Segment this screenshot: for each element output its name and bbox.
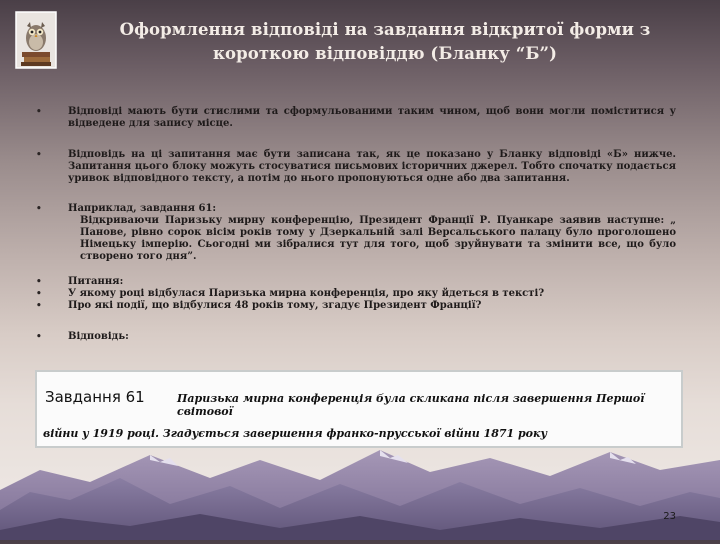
owl-on-books-icon [14, 10, 58, 70]
bullet-icon: • [36, 301, 42, 311]
answer-heading: Відповідь: [68, 331, 129, 342]
list-item [36, 149, 676, 185]
list-item [36, 331, 676, 343]
example-block [68, 203, 676, 263]
list-item [36, 106, 676, 130]
bullet-icon: • [36, 332, 42, 342]
page-number: 23 [663, 511, 676, 522]
answer-text-line-2: війни у 1919 році. Згадується завершення франко-прусської війни 1871 року [43, 427, 548, 440]
questions-heading: Питання: [68, 276, 124, 287]
bullet-icon: • [36, 204, 42, 214]
answer-text-line-1: Паризька мирна конференція була скликана після завершення Першої світової [177, 392, 645, 418]
task-label: Завдання 61 [45, 388, 145, 406]
source-quote: Відкриваючи Паризьку мирну конференцію, Президент Франції Р. Пуанкаре заявив наступне: „ Панове, рівно сорок вісім років тому у Дзеркальній залі Версальського палацу було проголошено Німецьку імперію. Сьогодні ми зібралися тут для того, щоб зруйнувати та змінити все, що було створено того дня”. [80, 215, 676, 262]
list-item [36, 288, 676, 300]
bullet-icon: • [36, 289, 42, 299]
question-1: У якому році відбулася Паризька мирна конференція, про яку йдеться в тексті? [68, 288, 545, 299]
list-item [36, 276, 676, 288]
bullet-icon: • [36, 277, 42, 287]
bullet-text: Відповідь на ці запитання має бути записана так, як це показано у Бланку відповіді «Б» нижче. Запитання цього блоку можуть стосуватися письмових історичних джерел. Тобто спочатку подається уривок відповідного тексту, а потім до нього пропонуються одне або два запитання. [68, 149, 676, 184]
bullet-icon: • [36, 107, 42, 117]
mountain-background [0, 400, 720, 540]
bullet-text: Відповіді мають бути стислими та сформульованими таким чином, щоб вони могли поміститися у відведене для запису місце. [68, 106, 676, 129]
slide-content [36, 106, 676, 343]
question-2: Про які події, що відбулися 48 років тому, згадує Президент Франції? [68, 300, 482, 311]
bullet-icon: • [36, 150, 42, 160]
slide-title: Оформлення відповіді на завдання відкритої форми з короткою відповіддю (Бланку “Б”) [119, 20, 651, 63]
list-item [36, 300, 676, 312]
example-heading: Наприклад, завдання 61: [68, 203, 217, 214]
list-item [36, 203, 676, 263]
